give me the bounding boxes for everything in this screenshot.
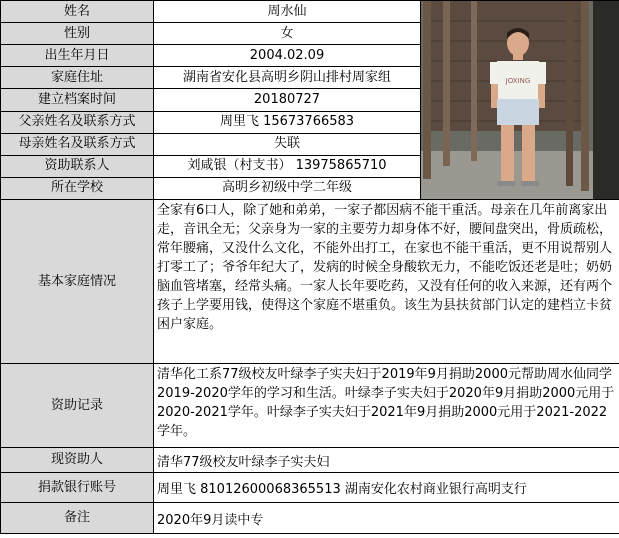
label-file-date: 建立档案时间 (1, 89, 154, 111)
value-bank-account: 周里飞 81012600068365513 湖南安化农村商业银行高明支行 (154, 473, 619, 503)
label-bank-account: 捐款银行账号 (1, 473, 154, 503)
label-birth: 出生年月日 (1, 45, 154, 67)
label-address: 家庭住址 (1, 67, 154, 89)
value-address: 湖南省安化县高明乡阴山排村周家组 (154, 67, 421, 89)
label-school: 所在学校 (1, 177, 154, 199)
label-gender: 性别 (1, 23, 154, 45)
value-mother: 失联 (154, 133, 421, 155)
value-gender: 女 (154, 23, 421, 45)
value-father: 周里飞 15673766583 (154, 111, 421, 133)
value-contact: 刘咸银（村支书） 13975865710 (154, 155, 421, 177)
value-birth: 2004.02.09 (154, 45, 421, 67)
student-photo (421, 1, 619, 200)
family-situation-text: 全家有6口人，除了她和弟弟，一家子都因病不能干重活。母亲在几年前离家出走，音讯全无；父亲身为一家的主要劳力却身体不好，腰间盘突出，骨质疏松，常年腰痛，又没什么文化，不能外出打工，在家也不能干重活，更不用说帮别人打零工了；爷爷年纪大了，发病的时候全身酸软无力，不能吃饭还老是吐；奶奶脑血管堵塞，经常头痛。一家人长年要吃药，又没有任何的收入来源，还有两个孩子上学要用钱，使得这个家庭不堪重负。该生为县扶贫部门认定的建档立卡贫困户家庭。 (154, 200, 619, 364)
label-father: 父亲姓名及联系方式 (1, 111, 154, 133)
label-sponsor: 现资助人 (1, 448, 154, 473)
aid-record-text: 清华化工系77级校友叶绿李子实夫妇于2019年9月捐助2000元帮助周水仙同学2019-2020学年的学习和生活。叶绿李子实夫妇于2020年9月捐助2000元用于2020-2021学年。叶绿李子实夫妇于2021年9月捐助2000元用于2021-2022学年。 (154, 364, 619, 448)
value-sponsor: 清华77级校友叶绿李子实夫妇 (154, 448, 619, 473)
label-contact: 资助联系人 (1, 155, 154, 177)
value-note: 2020年9月读中专 (154, 503, 619, 534)
value-school: 高明乡初级中学二年级 (154, 177, 421, 199)
value-name: 周水仙 (154, 1, 421, 23)
label-family-situation: 基本家庭情况 (1, 200, 154, 364)
value-file-date: 20180727 (154, 89, 421, 111)
label-name: 姓名 (1, 1, 154, 23)
label-note: 备注 (1, 503, 154, 534)
label-mother: 母亲姓名及联系方式 (1, 133, 154, 155)
shirt-print-text: JOXING (505, 77, 531, 85)
student-photo-image (421, 1, 619, 199)
label-aid-record: 资助记录 (1, 364, 154, 448)
